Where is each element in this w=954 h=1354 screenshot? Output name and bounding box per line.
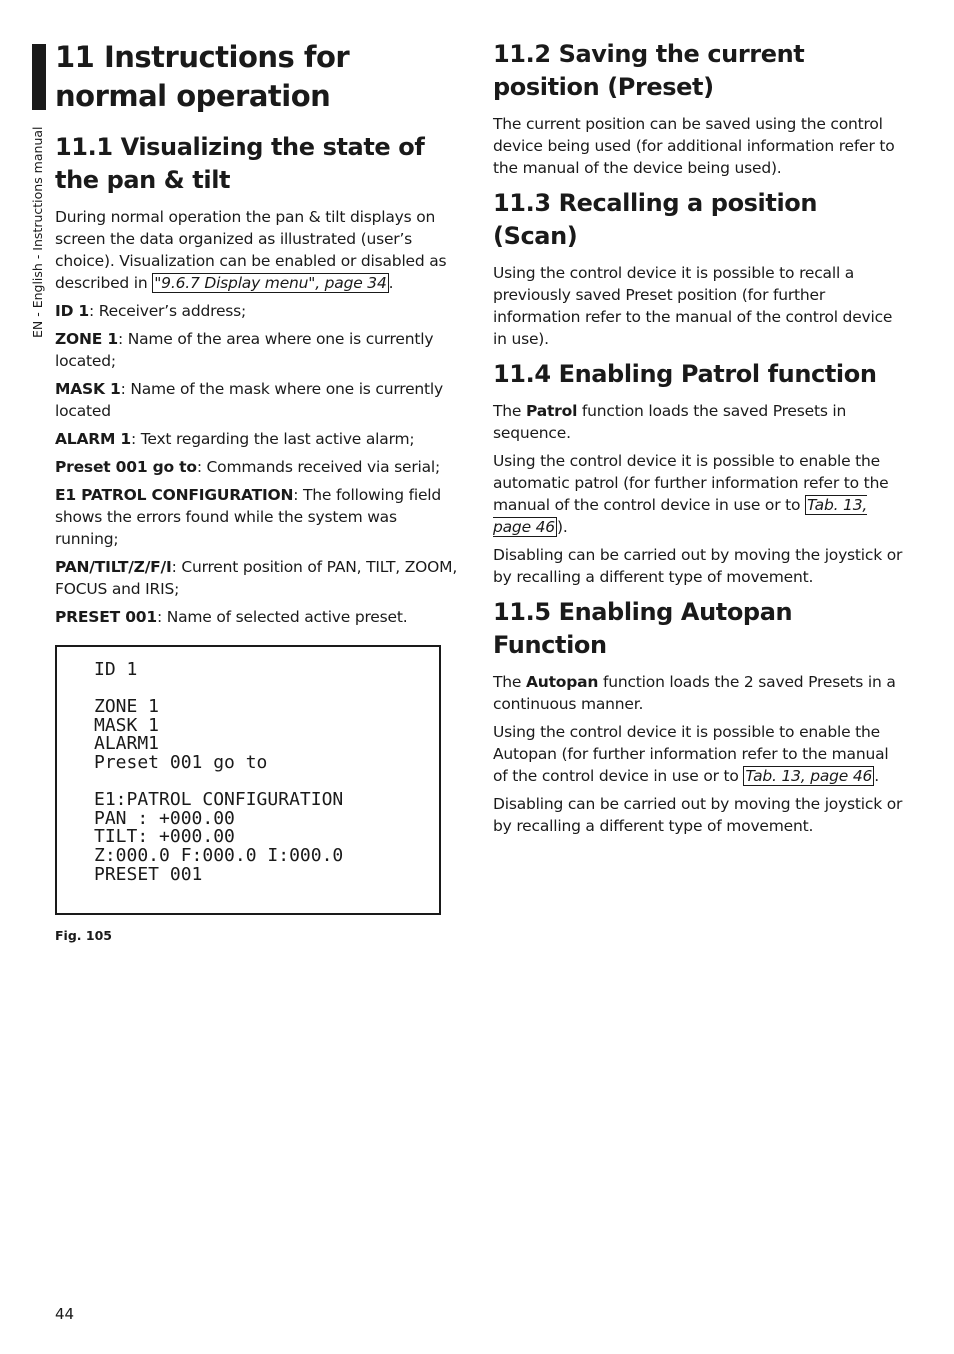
osd-line: PRESET 001 (94, 863, 203, 885)
left-column (55, 38, 465, 943)
osd-line: Z:000.0 F:000.0 I:000.0 (94, 844, 344, 866)
section-11-4-title: 11.4 Enabling Patrol function (493, 360, 877, 388)
section-11-2-title: 11.2 Saving the current position (Preset) (493, 40, 805, 101)
section-11-4-paragraph-1: The Patrol function loads the saved Presets in sequence. (493, 402, 847, 442)
definition-term: ZONE 1 (55, 330, 118, 348)
section-11-5-paragraph-1: The Autopan function loads the 2 saved Presets in a continuous manner. (493, 673, 896, 713)
section-11-2-text: The current position can be saved using the control device being used (for additional information refer to the manual of the device being used). (493, 115, 895, 177)
definition-item (55, 556, 465, 600)
definition-desc: : Current position of PAN, TILT, ZOOM, FOCUS and IRIS; (55, 558, 458, 598)
osd-line: TILT: +000.00 (94, 826, 235, 848)
definition-item (55, 606, 465, 628)
section-11-3-title: 11.3 Recalling a position (Scan) (493, 189, 818, 250)
definition-term: Preset 001 go to (55, 458, 197, 476)
section-11-5-paragraph-2: Using the control device it is possible to enable the Autopan (for further information refer to the manual of the control device in use or to Tab. 13, page 46 . (493, 723, 889, 785)
figure-caption: Fig. 105 (55, 928, 112, 943)
definition-desc: : Commands received via serial; (196, 458, 441, 476)
osd-screen-figure (55, 645, 441, 915)
definition-item (55, 428, 465, 450)
definition-desc: : Text regarding the last active alarm; (131, 430, 415, 448)
osd-line: ID 1 (94, 659, 138, 680)
definition-term: PAN/TILT/Z/F/I (55, 558, 172, 576)
definition-item (55, 300, 465, 322)
section-11-4-paragraph-3: Disabling can be carried out by moving the joystick or by recalling a different type of movement. (493, 546, 903, 586)
definition-term: ALARM 1 (55, 430, 132, 448)
side-running-header: EN - English - Instructions manual (30, 126, 45, 338)
intro-paragraph: During normal operation the pan & tilt displays on screen the data organized as illustrated (user’s choice). Visualization can be enabled or disabled as described in "9.6.7 Display menu", page 34 . (55, 208, 447, 292)
definition-term: ID 1 (55, 302, 90, 320)
definition-term: E1 PATROL CONFIGURATION (55, 486, 294, 504)
definition-desc: : Name of the mask where one is currently located (55, 380, 443, 420)
section-11-4-paragraph-2: Using the control device it is possible to enable the automatic patrol (for further information refer to the manual of the control device in use or to Tab. 13, page 46 ). (493, 452, 889, 536)
definition-term: MASK 1 (55, 380, 121, 398)
definition-desc: : Receiver’s address; (89, 302, 247, 320)
chapter-title: 11 Instructions for normal operation (55, 40, 350, 113)
display-menu-link[interactable]: "9.6.7 Display menu", page 34 (154, 274, 387, 292)
chapter-marker-bar (32, 44, 46, 110)
osd-line: E1:PATROL CONFIGURATION (94, 789, 344, 811)
section-11-3-text: Using the control device it is possible to recall a previously saved Preset position (for further information refer to the manual of the control device in use). (493, 264, 893, 348)
definition-item (55, 456, 465, 478)
osd-line: ALARM1 (94, 733, 160, 755)
tab-13-link-patrol[interactable]: Tab. 13, page 46 (493, 496, 868, 536)
field-definitions-list (55, 300, 465, 628)
osd-line: ZONE 1 (94, 696, 160, 718)
section-11-1-title: 11.1 Visualizing the state of the pan & tilt (55, 133, 425, 194)
definition-desc: : Name of selected active preset. (156, 608, 408, 626)
right-column (493, 38, 903, 843)
section-11-5-paragraph-3: Disabling can be carried out by moving the joystick or by recalling a different type of movement. (493, 795, 903, 835)
osd-line: PAN : +000.00 (94, 807, 235, 829)
osd-line: Preset 001 go to (94, 751, 268, 773)
section-11-5-title: 11.5 Enabling Autopan Function (493, 598, 793, 659)
definition-item (55, 378, 465, 422)
definition-item (55, 328, 465, 372)
definition-item (55, 484, 465, 550)
definition-desc: : The following field shows the errors found while the system was running; (55, 486, 442, 548)
osd-line: MASK 1 (94, 714, 160, 736)
definition-desc: : Name of the area where one is currently located; (55, 330, 434, 370)
tab-13-link-autopan[interactable]: Tab. 13, page 46 (745, 767, 873, 785)
definition-term: PRESET 001 (55, 608, 157, 626)
osd-screen-text (94, 661, 343, 884)
page-number: 44 (55, 1305, 75, 1323)
